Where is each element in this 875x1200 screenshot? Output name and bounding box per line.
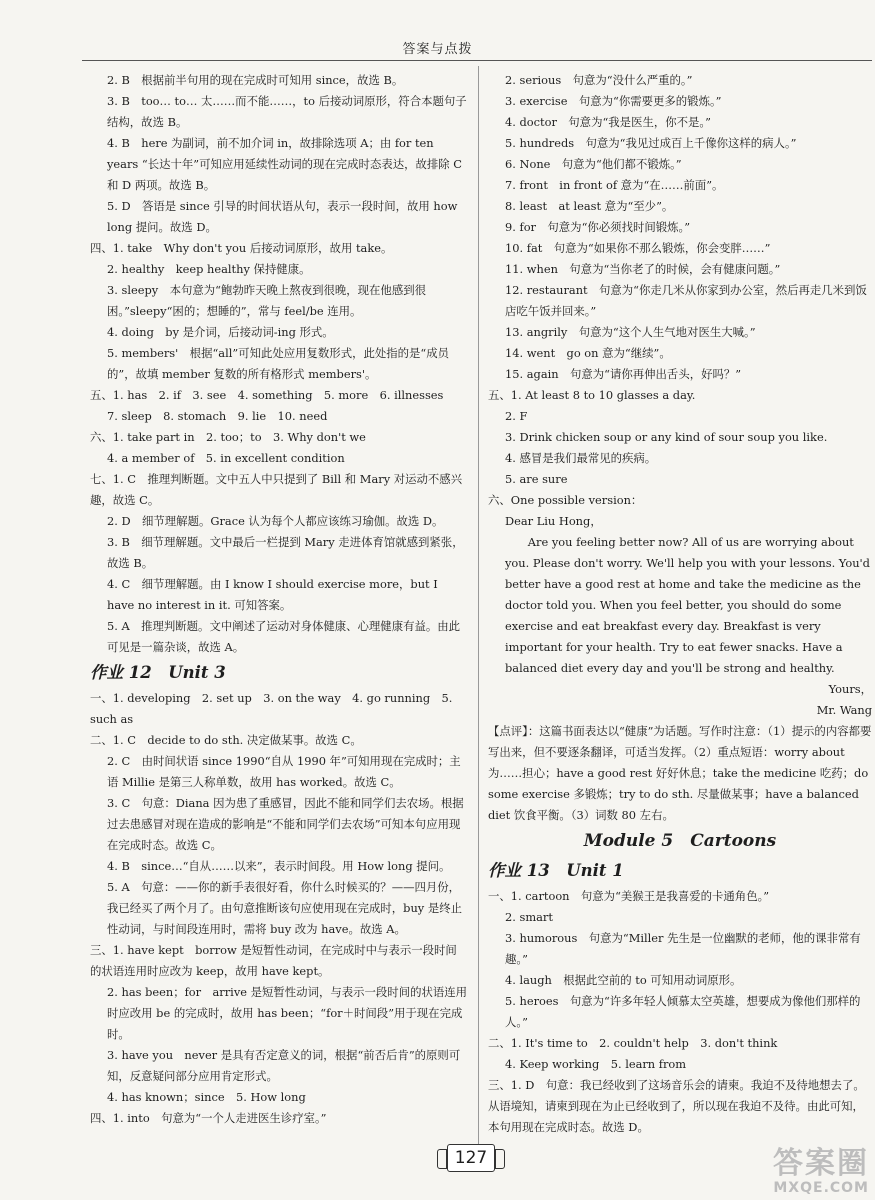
answer-line: 2. healthy keep healthy 保持健康。 (107, 262, 311, 276)
answer-line: 2. C 由时间状语 since 1990“自从 1990 年”可知用现在完成时；主语 Millie 是第三人称单数，故用 has worked。故选 C。 (107, 754, 461, 789)
watermark-url: MXQE.COM (773, 1180, 869, 1196)
answer-line: 二、1. C decide to do sth. 决定做某事。故选 C。 (90, 733, 362, 747)
answer-line: 2. has been；for arrive 是短暂性动词，与表示一段时间的状语连用时应改用 be 的完成时，故用 has been；“for＋时间段”用于现在完成时。 (107, 985, 468, 1041)
answer-line: 一、1. cartoon 句意为“美猴王是我喜爱的卡通角色。” (488, 889, 770, 903)
answer-line: 2. D 细节理解题。Grace 认为每个人都应该练习瑜伽。故选 D。 (107, 514, 444, 528)
answer-line: 三、1. have kept borrow 是短暂性动词，在完成时中与表示一段时间的状语连用时应改为 keep，故用 have kept。 (90, 943, 457, 978)
answer-line: 3. humorous 句意为“Miller 先生是一位幽默的老师，他的课非常有趣。” (505, 931, 861, 966)
answer-line: 4. Keep working 5. learn from (505, 1057, 687, 1071)
answer-line: 5. D 答语是 since 引导的时间状语从句，表示一段时间，故用 how long 提问。故选 D。 (107, 199, 458, 234)
answer-line: 3. sleepy 本句意为“鲍勃昨天晚上熬夜到很晚，现在他感到很困。”sleepy“困的；想睡的”，常与 feel/be 连用。 (107, 283, 426, 318)
answer-line: 4. laugh 根据此空前的 to 可知用动词原形。 (505, 973, 742, 987)
answer-line: 5. members' 根据“all”可知此处应用复数形式，此处指的是“成员的”，故填 member 复数的所有格形式 members'。 (107, 346, 450, 381)
answer-line: 14. went go on 意为“继续”。 (505, 346, 671, 360)
answer-line: 7. sleep 8. stomach 9. lie 10. need (107, 409, 328, 423)
answer-line: 11. when 句意为“当你老了的时候，会有健康问题。” (505, 262, 781, 276)
answer-line: 五、1. has 2. if 3. see 4. something 5. more 6. illnesses (90, 388, 444, 402)
answer-line: 4. B since…“自从……以来”，表示时间段。用 How long 提问。 (107, 859, 451, 873)
section-heading: 作业 13 Unit 1 (488, 861, 624, 880)
answer-line: 5. are sure (505, 472, 568, 486)
answer-line: 六、1. take part in 2. too；to 3. Why don't we (90, 430, 366, 444)
watermark-text: 答案圈 (773, 1146, 869, 1181)
answer-line: 七、1. C 推理判断题。文中五人中只提到了 Bill 和 Mary 对运动不感兴趣，故选 C。 (90, 472, 463, 507)
answer-line: 2. serious 句意为“没什么严重的。” (505, 73, 693, 87)
answer-line: 三、1. D 句意：我已经收到了这场音乐会的请柬。我迫不及待地想去了。从语境知，请柬到现在为止已经收到了，所以现在我迫不及待。由此可知，本句用现在完成时态。故选 D。 (488, 1078, 865, 1134)
answer-line: 二、1. It's time to 2. couldn't help 3. don't think (488, 1036, 778, 1050)
answer-line: 3. C 句意：Diana 因为患了重感冒，因此不能和同学们去农场。根据过去患感冒对现在造成的影响是“不能和同学们去农场”可知本句应用现在完成时态。故选 C。 (107, 796, 464, 852)
answer-line: 6. None 句意为“他们都不锻炼。” (505, 157, 682, 171)
watermark-logo (773, 1148, 869, 1196)
answer-line: 2. smart (505, 910, 553, 924)
answer-line: 5. hundreds 句意为“我见过成百上千像你这样的病人。” (505, 136, 797, 150)
answer-line: 5. A 推理判断题。文中阐述了运动对身体健康、心理健康有益。由此可见是一篇杂谈，故选 A。 (107, 619, 461, 654)
answer-line: 【点评】：这篇书面表达以“健康”为话题。写作时注意：（1）提示的内容都要写出来，但不要逐条翻译，可适当发挥。（2）重点短语：worry about 为……担心；have a good rest 好好休息；take the medicine 吃药；do some exercise 多锻炼；try to do sth. 尽量做某事；have a balanced diet 饮食平衡。（3）词数 80 左右。 (488, 724, 872, 822)
answer-line: 9. for 句意为“你必须找时间锻炼。” (505, 220, 691, 234)
section-heading: Module 5 Cartoons (583, 831, 777, 851)
answer-line: 4. B here 为副词，前不加介词 in，故排除选项 A；由 for ten years “长达十年”可知应用延续性动词的现在完成时态表达，故排除 C 和 D 两项。故选 B。 (107, 136, 463, 192)
answer-line: 5. heroes 句意为“许多年轻人倾慕太空英雄，想要成为像他们那样的人。” (505, 994, 861, 1029)
answer-line: 六、One possible version： (488, 493, 643, 507)
answer-line: 一、1. developing 2. set up 3. on the way 4. go running 5. such as (90, 691, 453, 726)
answer-line: 15. again 句意为“请你再伸出舌头，好吗？” (505, 367, 742, 381)
answer-line: 5. A 句意：——你的新手表很好看，你什么时候买的？——四月份，我已经买了两个月了。由句意推断该句应使用现在完成时，buy 是终止性动词，与时间段连用时，需将 buy 改为 have。故选 A。 (107, 880, 463, 936)
left-column (90, 70, 468, 1129)
answer-line: 7. front in front of 意为“在……前面”。 (505, 178, 724, 192)
answer-line: 4. doctor 句意为“我是医生，你不是。” (505, 115, 711, 129)
answer-line: 8. least at least 意为“至少”。 (505, 199, 674, 213)
page-number: 127 (447, 1144, 495, 1172)
answer-line: 2. B 根据前半句用的现在完成时可知用 since，故选 B。 (107, 73, 404, 87)
page-header: 答案与点拨 (402, 42, 473, 57)
answer-line: Are you feeling better now? All of us are worrying about you. Please don't worry. We'll help you with your lessons. You'd better have a good rest at home and take the medicine as the doctor told you. When you feel better, you should do some exercise and eat breakfast every day. Breakfast is very important for your health. Try to eat fewer snacks. Have a balanced diet every day and you'll be strong and healthy. (505, 535, 870, 675)
answer-line: 3. B 细节理解题。文中最后一栏提到 Mary 走进体育馆就感到紧张，故选 B。 (107, 535, 464, 570)
answer-line: Dear Liu Hong， (505, 514, 602, 528)
answer-line: 四、1. into 句意为“一个人走进医生诊疗室。” (90, 1111, 327, 1125)
answer-line: Mr. Wang (816, 703, 872, 717)
answer-line: 4. doing by 是介词，后接动词-ing 形式。 (107, 325, 334, 339)
answer-line: 3. Drink chicken soup or any kind of sour soup you like. (505, 430, 828, 444)
answer-line: 4. has known；since 5. How long (107, 1090, 306, 1104)
answer-line: 3. exercise 句意为“你需要更多的锻炼。” (505, 94, 722, 108)
answer-line: Yours， (828, 682, 872, 696)
answer-line: 2. F (505, 409, 528, 423)
answer-line: 3. have you never 是具有否定意义的词，根据“前否后肯”的原则可知，反意疑问部分应用肯定形式。 (107, 1048, 461, 1083)
right-column (488, 70, 872, 1138)
answer-line: 4. a member of 5. in excellent condition (107, 451, 345, 465)
answer-line: 12. restaurant 句意为“你走几米从你家到办公室，然后再走几米到饭店吃午饭并回来。” (505, 283, 867, 318)
answer-line: 4. C 细节理解题。由 I know I should exercise more，but I have no interest in it. 可知答案。 (107, 577, 438, 612)
column-divider (478, 66, 479, 1156)
answer-line: 4. 感冒是我们最常见的疾病。 (505, 451, 657, 465)
answer-line: 五、1. At least 8 to 10 glasses a day. (488, 388, 696, 402)
answer-line: 四、1. take Why don't you 后接动词原形，故用 take。 (90, 241, 393, 255)
answer-line: 10. fat 句意为“如果你不那么锻炼，你会变胖……” (505, 241, 771, 255)
answer-line: 13. angrily 句意为“这个人生气地对医生大喊。” (505, 325, 756, 339)
answer-line: 3. B too… to… 太……而不能……，to 后接动词原形，符合本题句子结构，故选 B。 (107, 94, 467, 129)
header-rule (82, 60, 872, 61)
section-heading: 作业 12 Unit 3 (90, 663, 226, 682)
